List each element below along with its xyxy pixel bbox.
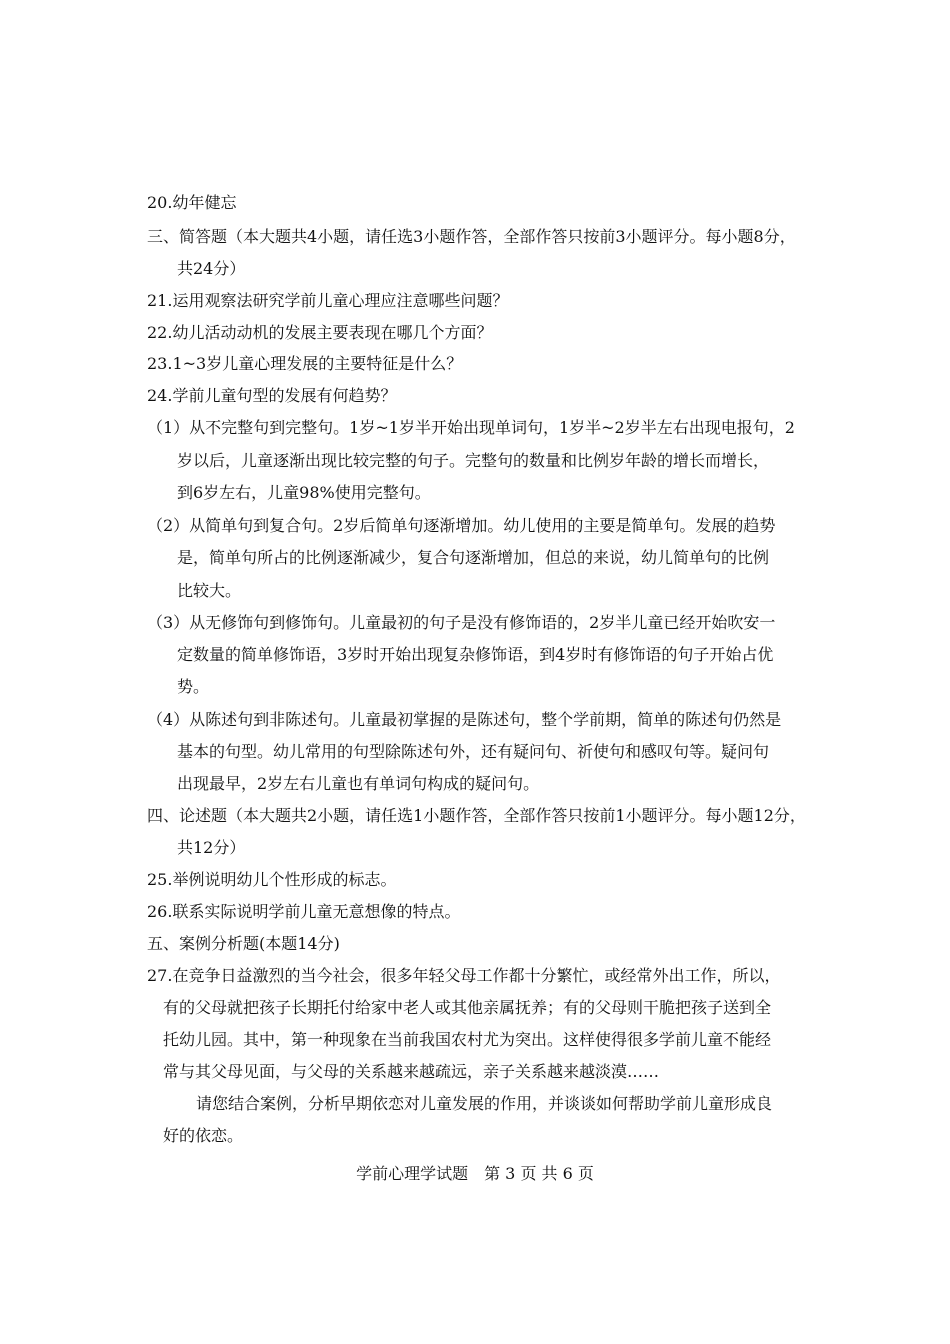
question-27-line-4: 常与其父母见面，与父母的关系越来越疏远，亲子关系越来越淡漠…… [163,1062,660,1081]
section-3-heading: 三、简答题（本大题共4小题，请任选3小题作答，全部作答只按前3小题评分。每小题8分， [147,227,796,246]
question-22: 22.幼儿活动动机的发展主要表现在哪几个方面？ [147,323,493,342]
answer-24-4-line-1: （4）从陈述句到非陈述句。儿童最初掌握的是陈述句，整个学前期，简单的陈述句仍然是 [147,710,782,729]
section-3-heading-cont: 共24分） [177,259,246,278]
question-21: 21.运用观察法研究学前儿童心理应注意哪些问题？ [147,291,509,310]
question-27-prompt-line-2: 好的依恋。 [163,1126,244,1145]
question-27-line-2: 有的父母就把孩子长期托付给家中老人或其他亲属抚养；有的父母则干脆把孩子送到全 [163,998,772,1017]
answer-24-1-line-2: 岁以后，儿童逐渐出现比较完整的句子。完整句的数量和比例岁年龄的增长而增长， [177,451,770,470]
question-27-line-1: 27.在竞争日益激烈的当今社会，很多年轻父母工作都十分繁忙，或经常外出工作，所以， [147,966,781,985]
section-5-heading: 五、案例分析题(本题14分) [147,934,340,953]
answer-24-3-line-2: 定数量的简单修饰语，3岁时开始出现复杂修饰语，到4岁时有修饰语的句子开始占优 [177,645,774,664]
answer-24-2-line-3: 比较大。 [177,581,242,600]
answer-24-2-line-1: （2）从简单句到复合句。2岁后简单句逐渐增加。幼儿使用的主要是简单句。发展的趋势 [147,516,776,535]
question-27-prompt-line-1: 请您结合案例，分析早期依恋对儿童发展的作用，并谈谈如何帮助学前儿童形成良 [196,1094,773,1113]
answer-24-3-line-3: 势。 [177,677,210,696]
answer-24-4-line-2: 基本的句型。幼儿常用的句型除陈述句外，还有疑问句、祈使句和感叹句等。疑问句 [177,742,770,761]
question-25: 25.举例说明幼儿个性形成的标志。 [147,870,397,889]
question-23: 23.1~3岁儿童心理发展的主要特征是什么？ [147,354,463,373]
section-4-heading: 四、论述题（本大题共2小题，请任选1小题作答，全部作答只按前1小题评分。每小题12分， [147,806,806,825]
section-4-heading-cont: 共12分） [177,838,246,857]
answer-24-4-line-3: 出现最早，2岁左右儿童也有单词句构成的疑问句。 [177,774,540,793]
question-20: 20.幼年健忘 [147,193,237,212]
answer-24-2-line-2: 是，简单句所占的比例逐渐减少，复合句逐渐增加，但总的来说，幼儿简单句的比例 [177,548,770,567]
question-24: 24.学前儿童句型的发展有何趋势？ [147,386,397,405]
question-27-line-3: 托幼儿园。其中，第一种现象在当前我国农村尤为突出。这样使得很多学前儿童不能经 [163,1030,772,1049]
answer-24-1-line-3: 到6岁左右，儿童98%使用完整句。 [177,483,431,502]
question-26: 26.联系实际说明学前儿童无意想像的特点。 [147,902,461,921]
page-footer: 学前心理学试题 第 3 页 共 6 页 [356,1164,594,1183]
answer-24-3-line-1: （3）从无修饰句到修饰句。儿童最初的句子是没有修饰语的，2岁半儿童已经开始吹安一 [147,613,776,632]
answer-24-1-line-1: （1）从不完整句到完整句。1岁~1岁半开始出现单词句，1岁半~2岁半左右出现电报句，2 [147,418,795,437]
